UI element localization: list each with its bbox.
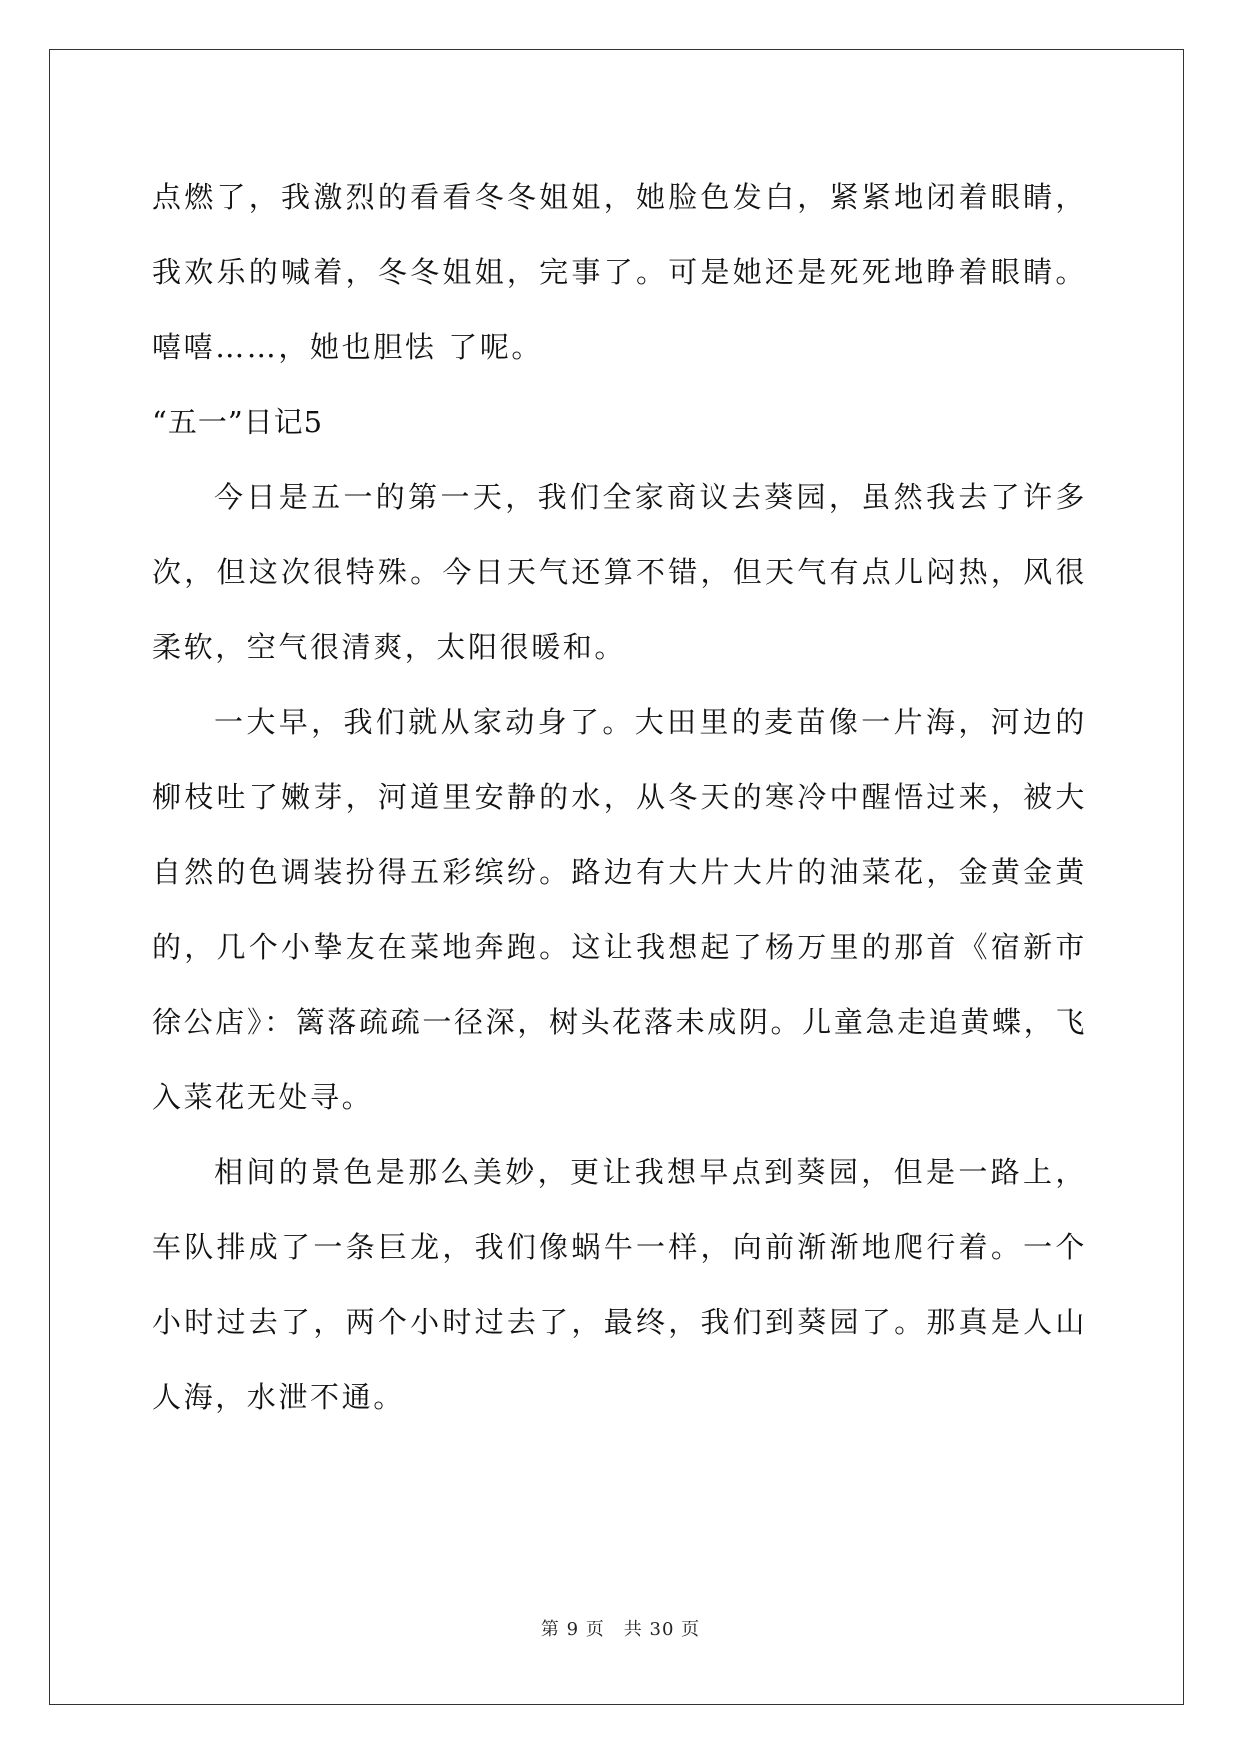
page-number: 第 9 页 共 30 页 <box>540 1619 701 1640</box>
paragraph-continued: 点燃了，我激烈的看看冬冬姐姐，她脸色发白，紧紧地闭着眼睛，我欢乐的喊着，冬冬姐姐，完事了。可是她还是死死地睁着眼睛。嘻嘻……，她也胆怯 了呢。 <box>152 180 1087 364</box>
document-body <box>152 160 1087 1435</box>
paragraph-3: 相间的景色是那么美妙，更让我想早点到葵园，但是一路上，车队排成了一条巨龙，我们像蜗牛一样，向前渐渐地爬行着。一个小时过去了，两个小时过去了，最终，我们到葵园了。那真是人山人海，水泄不通。 <box>152 1155 1087 1414</box>
paragraph-2: 一大早，我们就从家动身了。大田里的麦苗像一片海，河边的柳枝吐了嫩芽，河道里安静的水，从冬天的寒冷中醒悟过来，被大自然的色调装扮得五彩缤纷。路边有大片大片的油菜花，金黄金黄的，几个小挚友在菜地奔跑。这让我想起了杨万里的那首《宿新市徐公店》：篱落疏疏一径深，树头花落未成阴。儿童急走追黄蝶，飞入菜花无处寻。 <box>152 705 1087 1114</box>
section-heading: “五一”日记5 <box>152 405 324 439</box>
paragraph-1: 今日是五一的第一天，我们全家商议去葵园，虽然我去了许多次，但这次很特殊。今日天气还算不错，但天气有点儿闷热，风很柔软，空气很清爽，太阳很暖和。 <box>152 480 1087 664</box>
page-footer <box>0 1615 1241 1641</box>
